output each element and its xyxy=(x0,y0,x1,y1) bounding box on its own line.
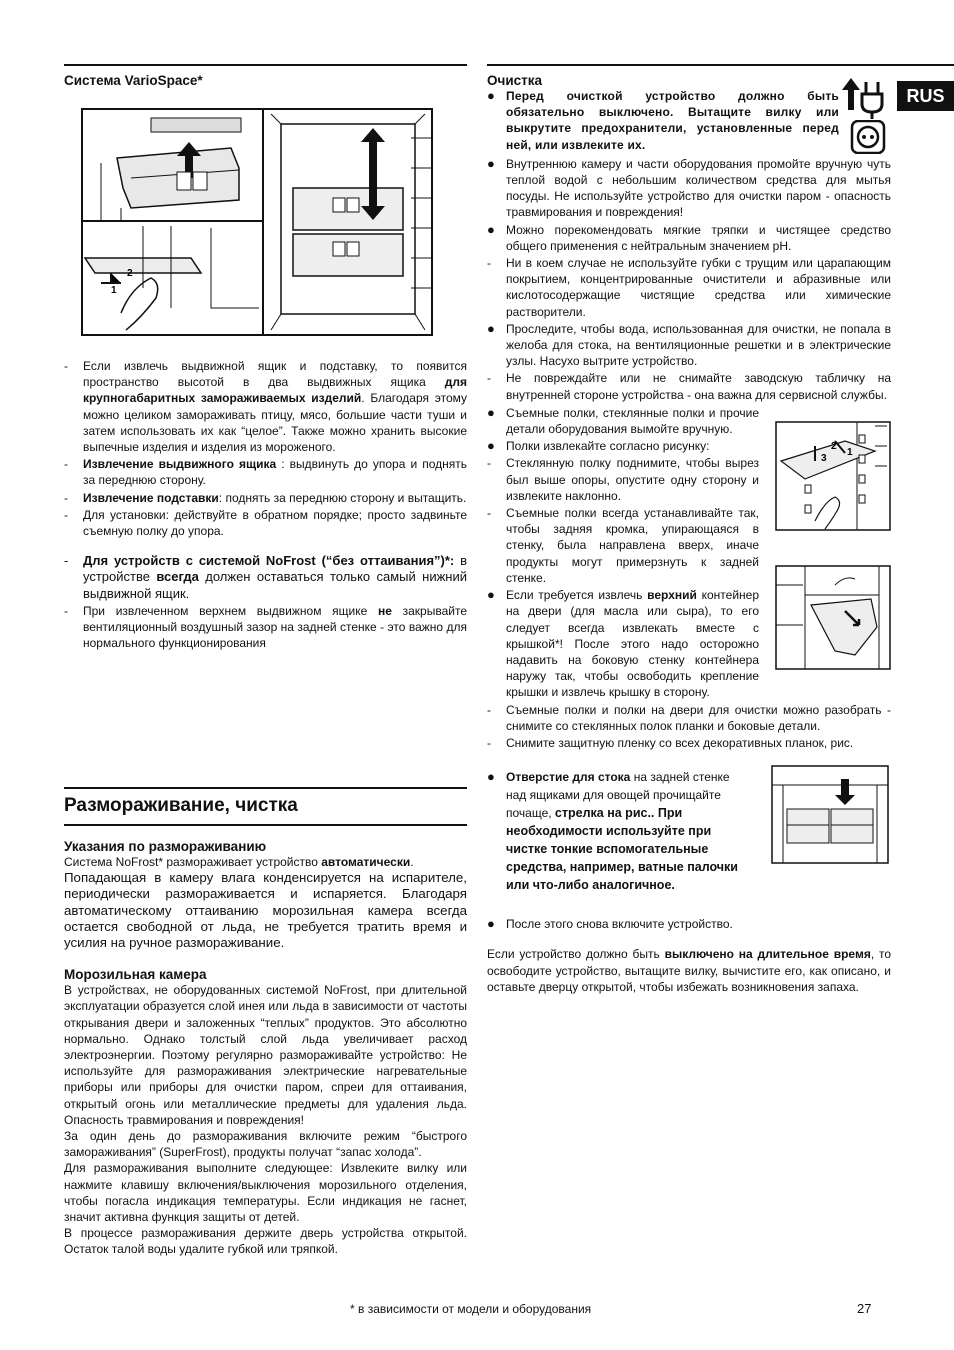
defrost-section xyxy=(64,787,467,1258)
list-item: ● Проследите, чтобы вода, использованная для очистки, не попала в желоба для стока, на вентиляционные решетки и в электрические узлы. Насухо вытрите устройство. xyxy=(487,320,891,369)
list-item: - Ни в коем случае не используйте губки с трущим или царапающим покрытием, концентрированные очистители и абразивные или кислотосодержащие чистящие средства или химические растворители. xyxy=(487,256,891,319)
cleaning-title: Очистка xyxy=(487,73,543,88)
shelves-list xyxy=(487,405,759,701)
list-item: ● Можно порекомендовать мягкие тряпки и чистящее средство общего применения с нейтральным значением pH. xyxy=(487,221,891,253)
cleaning-warning: ● Перед очисткой устройство должно быть обязательно выключено. Вытащите вилку или выкрутите предохранители, установленные перед ней, или извлеките их. xyxy=(487,88,839,152)
door-container-figure xyxy=(775,565,891,670)
shelf-removal-figure xyxy=(775,421,891,531)
list-item: ● Внутреннюю камеру и части оборудования промойте вручную чуть теплой водой с небольшим количеством средства для мытья посуды. Не используйте устройство для очистки паром - опасность травмирования и повреждения! xyxy=(487,155,891,220)
list-item: - При извлеченном верхнем выдвижном ящике не закрывайте вентиляционный воздушный зазор на задней стенке - это важно для нормального функционирования xyxy=(64,603,467,651)
list-item: - Снимите защитную пленку со всех декоративных планок, рис. xyxy=(487,735,854,750)
list-item: ● Отверстие для стока на задней стенке над ящиками для овощей прочищайте почаще, стрелка на рис.. При необходимости используйте при чистке тонкие вспомогательные средства, например, ватные палочки или что-либо аналогичное. xyxy=(487,769,738,893)
list-item: - Для устройств с системой NoFrost (“без оттаивания”)*: в устройстве всегда должен оставаться только самый нижний выдвижной ящик. xyxy=(64,553,467,601)
shelf-fig-label-3: 3 xyxy=(821,452,827,464)
variospace-figure xyxy=(81,108,433,336)
list-item: - Если извлечь выдвижной ящик и подставку, то появится пространство высотой в два выдвижных ящика для крупногабаритных замораживаемых изделий. Благодаря этому можно целиком замораживать птицу, мясо, большие части туши и затем использовать их как “целое”. Также можно хранить высокие выпечные изделия и изделия из мороженого. xyxy=(64,359,467,455)
footnote: * в зависимости от модели и оборудования xyxy=(350,1302,592,1316)
freezer-paragraph: Для размораживания выполните следующее: Извлеките вилку или нажмите клавишу включения/выключения морозильного отделения, чтобы погасла индикация температуры. Если индикация не гаснет, значит активна функция защиты от детей. xyxy=(64,1161,467,1225)
nofrost-list xyxy=(64,553,467,651)
list-item: ● Съемные полки, стеклянные полки и прочие детали оборудования вымойте вручную. xyxy=(487,404,759,437)
list-item: ● Если требуется извлечь верхний контейнер на двери (для масла или сыра), то его следует всегда извлекать вместе с крышкой*! После этого надо осторожно надавить на боковую стенку контейнера наружу так, чтобы освободить крепление крышки и извлечь крышку в сторону. xyxy=(487,587,760,700)
page-number: 27 xyxy=(857,1301,872,1316)
freezer-title: Морозильная камера xyxy=(64,967,207,983)
cleaning-list xyxy=(487,156,891,403)
shelves-block xyxy=(487,405,891,701)
list-item: - Для установки: действуйте в обратном порядке; просто задвиньте съемную полку до упора. xyxy=(64,507,467,539)
defrost-hints-title: Указания по размораживанию xyxy=(64,839,267,854)
defrost-hints-intro: Система NoFrost* размораживает устройство автоматически. xyxy=(64,855,414,869)
list-item: ● Полки извлекайте согласно рисунку: xyxy=(487,438,710,454)
variospace-fig-label-2: 2 xyxy=(127,268,133,279)
list-item: - Съемные полки всегда устанавливайте так, чтобы задняя кромка, упирающаяся в стенку, была направлена вверх, иначе продукты могут примерзнуть к задней стенке. xyxy=(487,506,759,585)
variospace-list xyxy=(64,358,467,539)
shelf-fig-label-1: 1 xyxy=(847,446,853,458)
shelf-fig-label-2: 2 xyxy=(831,440,837,452)
defrost-title: Размораживание, чистка xyxy=(64,795,298,816)
freezer-paragraph: В процессе размораживания держите дверь устройства открытой. Остаток талой воды удалите губкой или тряпкой. xyxy=(64,1226,467,1257)
variospace-title: Система VarioSpace* xyxy=(64,73,203,88)
variospace-fig-label-1: 1 xyxy=(111,285,117,296)
left-column xyxy=(64,64,467,652)
list-item: - Не повреждайте или не снимайте заводскую табличку на внутренней стороне устройства - она важна для сервисной службы. xyxy=(487,371,891,402)
defrost-hints-body: Попадающая в камеру влага конденсируется на испарителе, периодически размораживается и испаряется. Благодаря автоматическому оттаиванию морозильная камера всегда остается свободной от льда, не требуется тратить время и усилия на ручное размораживание. xyxy=(64,870,467,951)
switch-on-item: ● После этого снова включите устройство. xyxy=(487,916,733,932)
drain-text xyxy=(487,768,749,894)
list-item: - Стеклянную полку поднимите, чтобы вырез был выше опоры, опустите одну сторону и извлеките наклонно. xyxy=(487,456,759,503)
door-list xyxy=(487,702,891,752)
language-badge xyxy=(897,81,954,111)
defrost-rule-bottom xyxy=(64,824,467,826)
list-item: - Съемные полки и полки на двери для очистки можно разобрать - снимите со стеклянных полок планки и боковые детали. xyxy=(487,702,891,733)
drain-figure xyxy=(771,765,889,864)
language-badge-label: RUS xyxy=(906,86,945,106)
drain-block xyxy=(487,768,891,894)
defrost-rule-top xyxy=(64,787,467,789)
longterm-paragraph: Если устройство должно быть выключено на длительное время, то освободите устройство, вытащите вилку, вычистите его, как описано, и оставьте дверцу открытой, чтобы избежать возникновения запаха. xyxy=(487,947,891,994)
list-item: - Извлечение подставки: поднять за переднюю сторону и вытащить. xyxy=(64,490,467,505)
freezer-paragraph: В устройствах, не оборудованных системой NoFrost, при длительной эксплуатации образуется слой инея или льда в зависимости от частоты открывания двери и заложенных “теплых” продуктов. Это абсолютно нормально. Однако толстый слой льда увеличивает расход электроэнергии. Поэтому регулярно размораживайте устройство: Не используйте для размораживания электрические нагревательные приборы или приборы для очистки паром, спреи для оттаивания, открытый огонь или металлические предметы для удаления льда. Опасность травмирования и повреждения! xyxy=(64,983,467,1127)
freezer-paragraph: За один день до размораживания включите режим “быстрого замораживания” (SuperFrost), продукты получат “запас холода”. xyxy=(64,1129,467,1160)
right-column xyxy=(487,64,891,995)
list-item: - Извлечение выдвижного ящика : выдвинуть до упора и поднять за переднюю сторону. xyxy=(64,457,467,488)
